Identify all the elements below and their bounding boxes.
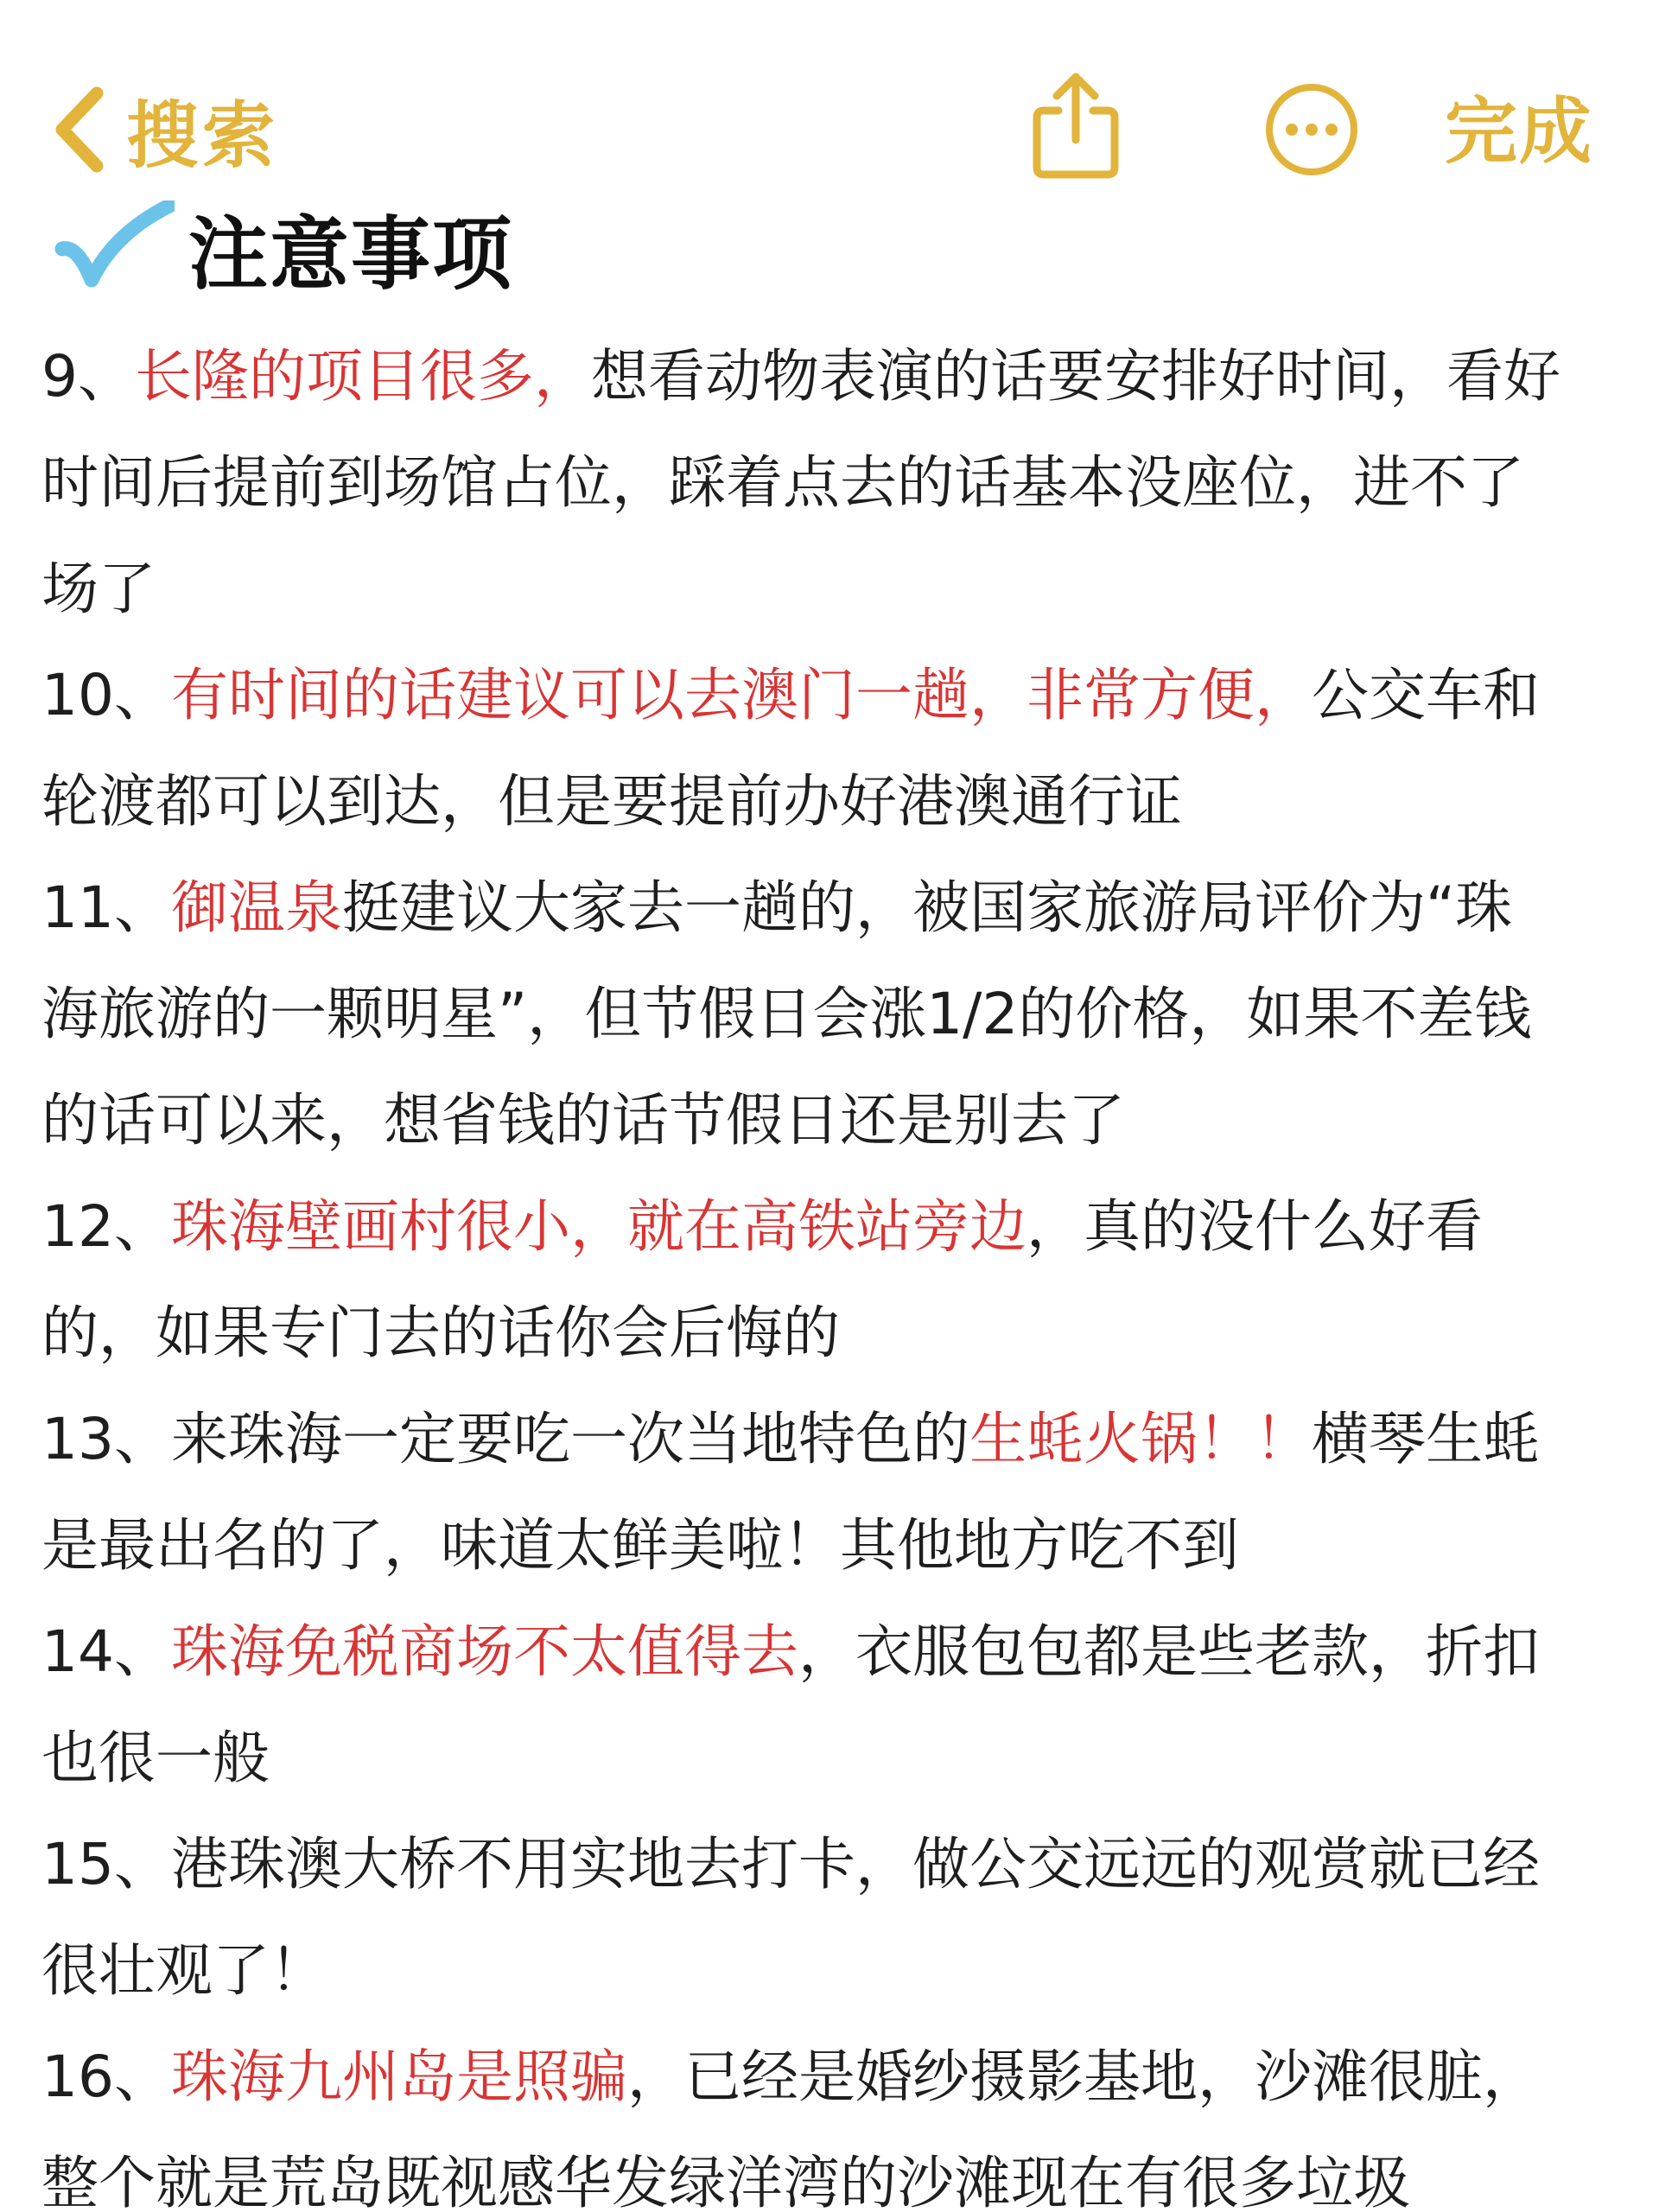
body-text: 是最出名的了，味道太鲜美啦！其他地方吃不到 [41,1512,1239,1579]
list-item-line [41,855,1640,961]
top-toolbar [0,0,1659,199]
body-text: 10、 [41,662,171,728]
more-button[interactable] [1262,79,1362,183]
body-text: 12、 [41,1193,171,1260]
list-item-line [41,429,1640,536]
list-item [41,2024,1640,2212]
list-item [41,1599,1640,1811]
list-item-line [41,642,1640,748]
body-text: 16、 [41,2044,171,2110]
body-text: 也很一般 [41,1725,270,1791]
body-text: 时间后提前到场馆占位，踩着点去的话基本没座位，进不了 [41,449,1524,516]
highlighted-text: 御温泉 [170,874,342,941]
body-text: 整个就是荒岛既视感华发绿洋湾的沙滩现在有很多垃圾 [41,2150,1410,2212]
body-text: 的话可以来，想省钱的话节假日还是别去了 [41,1087,1125,1154]
section-heading [54,192,513,304]
list-item-line [41,1492,1640,1599]
body-text: 海旅游的一颗明星”，但节假日会涨1/2的价格，如果不差钱 [41,981,1532,1047]
share-icon [1028,69,1123,181]
more-icon [1262,79,1362,180]
highlighted-text: 珠海免税商场不太值得去 [170,1618,798,1685]
list-item-line [41,748,1640,855]
list-item [41,855,1640,1173]
body-text: 场了 [41,556,156,622]
done-button[interactable]: 完成 [1445,89,1594,174]
list-item-line [41,2024,1640,2130]
list-item [41,1811,1640,2024]
back-button[interactable] [52,73,278,186]
body-text: 14、 [41,1618,171,1685]
body-text: 15、港珠澳大桥不用实地去打卡，做公交远远的观赏就已经 [41,1831,1540,1897]
list-item-line [41,1917,1640,2024]
body-text: 9、 [41,343,135,410]
highlighted-text: 珠海九州岛是照骗 [170,2044,627,2110]
list-item-line [41,961,1640,1067]
share-button[interactable] [1028,69,1123,185]
list-item-line [41,1173,1640,1280]
list-item-line [41,1386,1640,1492]
notes-list [41,323,1640,2212]
highlighted-text: 有时间的话建议可以去澳门一趟，非常方便， [170,662,1312,728]
list-item-line [41,1280,1640,1386]
body-text: ，衣服包包都是些老款，折扣 [798,1618,1540,1685]
body-text: 轮渡都可以到达，但是要提前办好港澳通行证 [41,768,1182,835]
page-title: 注意事项 [188,208,514,301]
body-text: 挺建议大家去一趟的，被国家旅游局评价为“珠 [341,874,1513,941]
list-item-line [41,1705,1640,1811]
list-item [41,1386,1640,1599]
highlighted-text: 长隆的项目很多， [135,343,591,410]
list-item-line [41,323,1640,429]
list-item-line [41,1067,1640,1173]
body-text: 公交车和 [1311,662,1540,728]
highlighted-text: 生蚝火锅！！ [969,1406,1312,1472]
list-item-line [41,1599,1640,1705]
body-text: 想看动物表演的话要安排好时间，看好 [591,343,1560,410]
body-text: 横琴生蚝 [1311,1406,1540,1472]
list-item [41,323,1640,642]
list-item-line [41,536,1640,642]
body-text: 的，如果专门去的话你会后悔的 [41,1300,840,1366]
list-item [41,642,1640,855]
highlighted-text: 珠海壁画村很小，就在高铁站旁边 [170,1193,1027,1260]
list-item [41,1173,1640,1386]
body-text: 11、 [41,874,171,941]
list-item-line [41,1811,1640,1917]
back-label: 搜索 [126,92,279,178]
list-item-line [41,2130,1640,2212]
body-text: ，真的没什么好看 [1026,1193,1483,1260]
body-text: 13、来珠海一定要吃一次当地特色的 [41,1406,969,1472]
body-text: ，已经是婚纱摄影基地，沙滩很脏， [626,2044,1540,2110]
checkmark-icon [54,200,175,296]
chevron-left-icon [52,86,105,173]
body-text: 很壮观了！ [41,1937,327,2004]
